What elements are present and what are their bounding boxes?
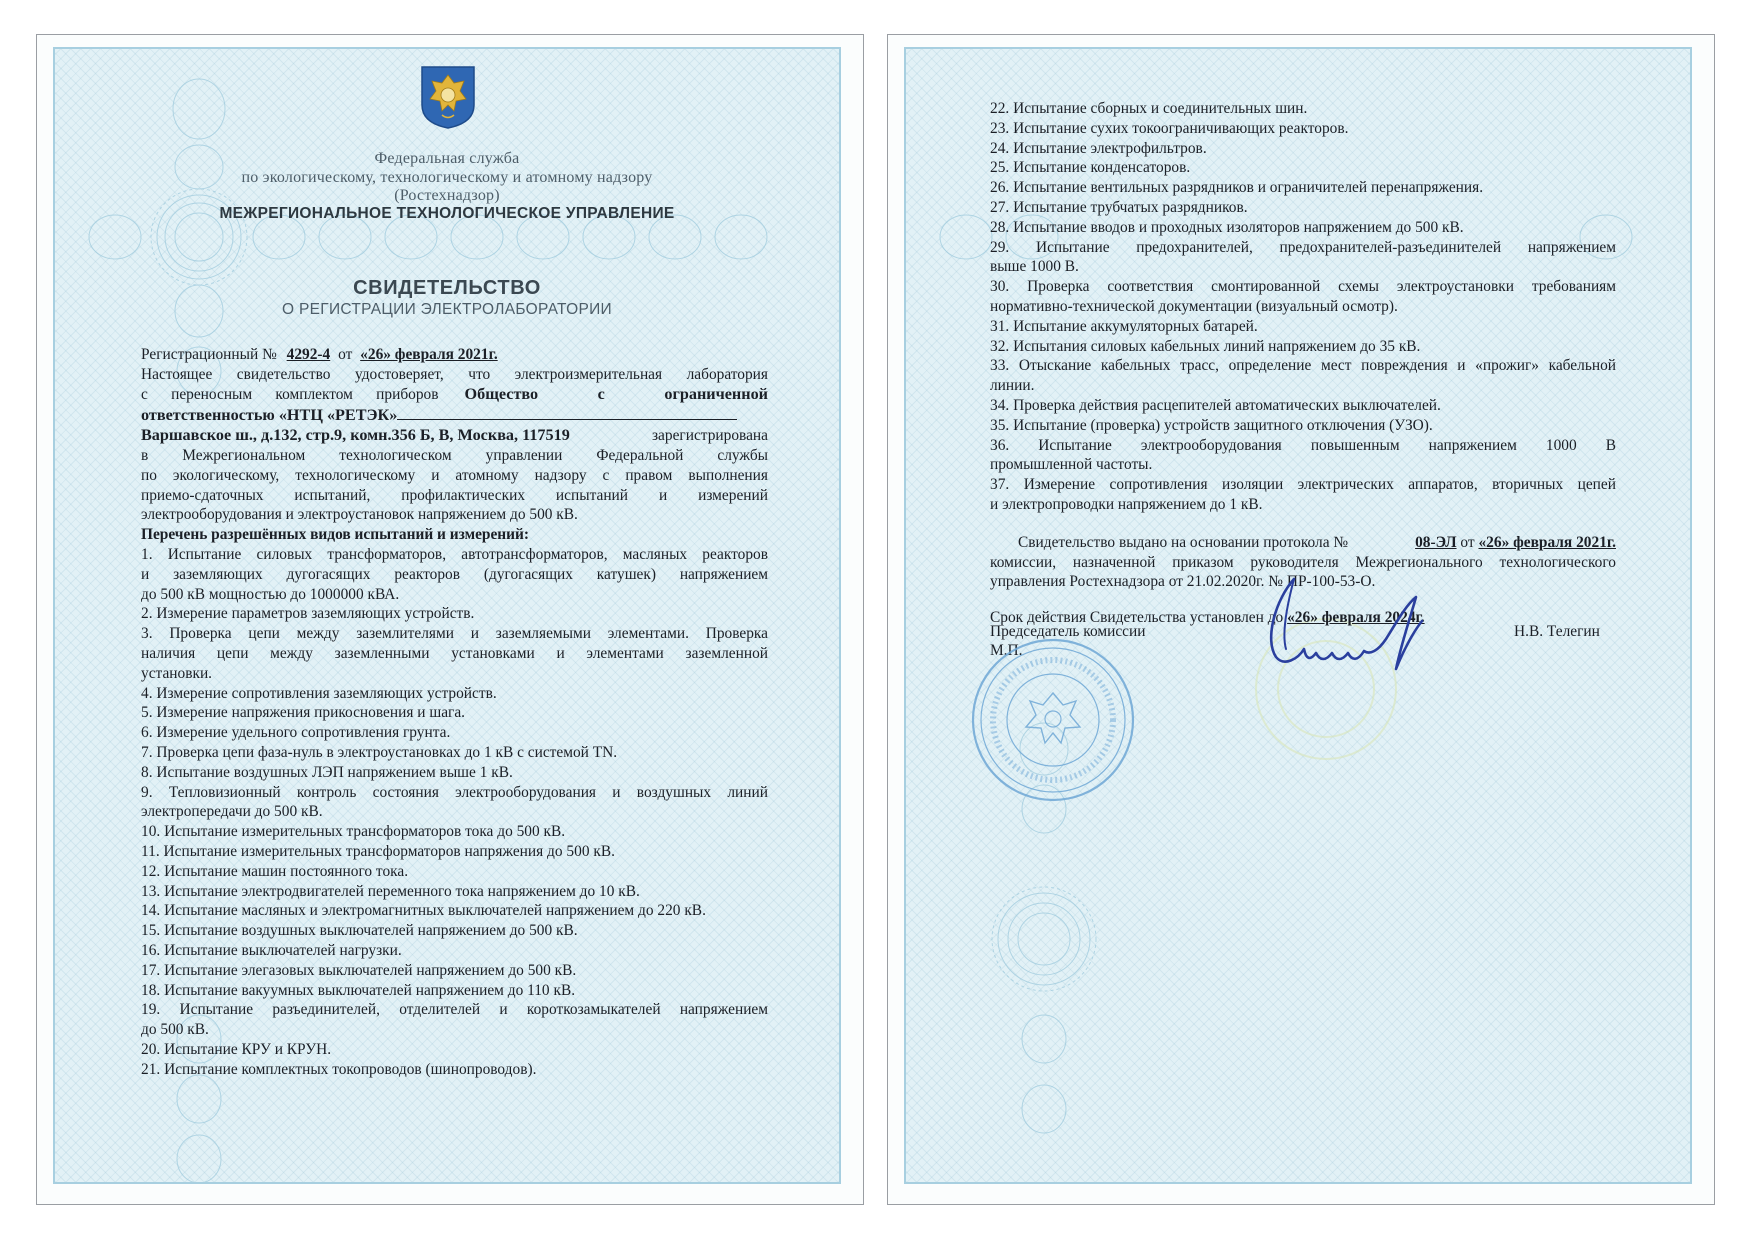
agency-line-3: (Ростехнадзор) bbox=[394, 187, 500, 204]
blank-fill-line bbox=[397, 404, 737, 420]
basis-line-3: управления Ростехнадзора от 21.02.2020г. № ПР-100-53-О. bbox=[990, 573, 1376, 591]
document-subtitle: О РЕГИСТРАЦИИ ЭЛЕКТРОЛАБОРАТОРИИ bbox=[282, 301, 612, 318]
test-item-line: 12. Испытание машин постоянного тока. bbox=[141, 862, 409, 880]
test-item-line: 6. Измерение удельного сопротивления грунта. bbox=[141, 724, 451, 742]
test-item-line: 24. Испытание электрофильтров. bbox=[990, 139, 1207, 157]
test-item-line: 32. Испытания силовых кабельных линий напряжением до 35 кВ. bbox=[990, 337, 1421, 355]
registration-line bbox=[141, 345, 768, 365]
test-item-line: 22. Испытание сборных и соединительных шин. bbox=[990, 100, 1308, 117]
test-item-line: 2. Измерение параметров заземляющих устройств. bbox=[141, 605, 475, 623]
org-address: Варшавское ш., д.132, стр.9, комн.356 Б, В, Москва, 117519 bbox=[141, 426, 570, 445]
intro-line-2 bbox=[141, 385, 768, 405]
test-item-line: 27. Испытание трубчатых разрядников. bbox=[990, 198, 1248, 216]
org-name-part1: Общество с ограниченной bbox=[464, 384, 768, 403]
body-line-1: в Межрегиональном технологическом управлении Федеральной службы bbox=[141, 446, 768, 464]
test-item-line: выше 1000 В. bbox=[990, 258, 1079, 276]
test-item-line: 25. Испытание конденсаторов. bbox=[990, 159, 1191, 177]
certificate-body-continued bbox=[990, 99, 1616, 628]
test-item-line: 28. Испытание вводов и проходных изоляторов напряжением до 500 кВ. bbox=[990, 218, 1464, 236]
document-title: СВИДЕТЕЛЬСТВО bbox=[353, 277, 541, 299]
org-name-line bbox=[141, 404, 768, 426]
test-item-line: 13. Испытание электродвигателей переменного тока напряжением до 10 кВ. bbox=[141, 882, 640, 900]
test-item-line: 1. Испытание силовых трансформаторов, автотрансформаторов, масляных реакторов bbox=[141, 545, 768, 563]
basis-line-1 bbox=[990, 533, 1616, 553]
test-item-line: электропередачи до 500 кВ. bbox=[141, 803, 323, 821]
test-item-line: 8. Испытание воздушных ЛЭП напряжением выше 1 кВ. bbox=[141, 763, 513, 781]
protocol-date: «26» февраля 2021г. bbox=[1478, 533, 1616, 551]
test-item-line: наличия цепи между заземленными установками и элементами заземленной bbox=[141, 644, 768, 662]
test-item-line: и заземляющих дугогасящих реакторов (дугогасящих катушек) напряжением bbox=[141, 565, 768, 583]
certificate-page-2 bbox=[887, 34, 1715, 1205]
test-item-line: 14. Испытание масляных и электромагнитных выключателей напряжением до 220 кВ. bbox=[141, 902, 706, 920]
reg-number: 4292-4 bbox=[286, 346, 331, 363]
chair-name: Н.В. Телегин bbox=[1514, 623, 1600, 640]
list-heading: Перечень разрешённых видов испытаний и измерений: bbox=[141, 526, 530, 544]
chairman-signature bbox=[1246, 569, 1466, 689]
test-item-line: 15. Испытание воздушных выключателей напряжением до 500 кВ. bbox=[141, 922, 578, 940]
test-item-line: и электропроводки напряжением до 1 кВ. bbox=[990, 495, 1263, 513]
protocol-number: 08-ЭЛ bbox=[1415, 533, 1457, 551]
department-name: МЕЖРЕГИОНАЛЬНОЕ ТЕХНОЛОГИЧЕСКОЕ УПРАВЛЕНИЕ bbox=[219, 205, 675, 222]
test-item-line: 9. Тепловизионный контроль состояния электрооборудования и воздушных линий bbox=[141, 783, 768, 801]
test-item-line: 36. Испытание электрооборудования повышенным напряжением 1000 В bbox=[990, 436, 1616, 454]
security-paper bbox=[904, 47, 1692, 1184]
address-line bbox=[141, 426, 768, 446]
test-item-line: 30. Проверка соответствия смонтированной схемы электроустановки требованиям bbox=[990, 278, 1616, 296]
test-item-line: 33. Отыскание кабельных трасс, определение мест повреждения и «прожиг» кабельной bbox=[990, 357, 1616, 375]
body-line-4: электрооборудования и электроустановок напряжением до 500 кВ. bbox=[141, 506, 578, 524]
validity-text: Срок действия Свидетельства установлен до bbox=[990, 609, 1284, 627]
test-item-line: 26. Испытание вентильных разрядников и ограничителей перенапряжения. bbox=[990, 179, 1484, 197]
org-name-part2: ответственностью «НТЦ «РЕТЭК» bbox=[141, 406, 398, 425]
test-item-line: промышленной частоты. bbox=[990, 456, 1153, 474]
test-item-line: 21. Испытание комплектных токопроводов (шинопроводов). bbox=[141, 1060, 537, 1078]
test-item-line: 34. Проверка действия расцепителей автоматических выключателей. bbox=[990, 396, 1441, 414]
test-item-line: 4. Измерение сопротивления заземляющих устройств. bbox=[141, 684, 497, 702]
test-item-line: до 500 кВ. bbox=[141, 1021, 209, 1039]
reg-label: Регистрационный № bbox=[141, 346, 277, 363]
test-item-line: 3. Проверка цепи между заземлителями и заземляемыми элементами. Проверка bbox=[141, 625, 768, 643]
basis-from: от bbox=[1460, 533, 1475, 551]
page-content bbox=[55, 49, 839, 1182]
page-content bbox=[906, 49, 1690, 1182]
intro-line-1: Настоящее свидетельство удостоверяет, что электроизмерительная лаборатория bbox=[141, 365, 768, 383]
test-item-line: 31. Испытание аккумуляторных батарей. bbox=[990, 317, 1258, 335]
reg-from: от bbox=[338, 346, 353, 363]
official-stamp bbox=[968, 635, 1138, 805]
test-item-line: 11. Испытание измерительных трансформаторов напряжения до 500 кВ. bbox=[141, 842, 615, 860]
body-line-2: по экологическому, технологическому и атомному надзору с правом выполнения bbox=[141, 466, 768, 484]
agency-line-2: по экологическому, технологическому и атомному надзору bbox=[241, 169, 653, 186]
test-item-line: линии. bbox=[990, 377, 1035, 395]
test-item-line: 18. Испытание вакуумных выключателей напряжением до 110 кВ. bbox=[141, 981, 576, 999]
test-item-line: 29. Испытание предохранителей, предохранителей-разъединителей напряжением bbox=[990, 238, 1616, 256]
body-line-3: приемо-сдаточных испытаний, профилактических испытаний и измерений bbox=[141, 486, 768, 504]
test-item-line: 10. Испытание измерительных трансформаторов тока до 500 кВ. bbox=[141, 823, 566, 841]
certificate-page-1 bbox=[36, 34, 864, 1205]
test-item-line: 16. Испытание выключателей нагрузки. bbox=[141, 941, 402, 959]
intro-text: с переносным комплектом приборов bbox=[141, 385, 439, 403]
test-item-line: 7. Проверка цепи фаза-нуль в электроустановках до 1 кВ с системой TN. bbox=[141, 743, 618, 761]
test-item-line: 37. Измерение сопротивления изоляции электрических аппаратов, вторичных цепей bbox=[990, 476, 1616, 494]
mp-label: М.П. bbox=[990, 642, 1023, 659]
chair-label: Председатель комиссии bbox=[990, 623, 1146, 640]
basis-line-2: комиссии, назначенной приказом руководителя Межрегионального технологического bbox=[990, 553, 1616, 571]
test-item-line: 23. Испытание сухих токоограничивающих реакторов. bbox=[990, 119, 1349, 137]
test-item-line: 17. Испытание элегазовых выключателей напряжением до 500 кВ. bbox=[141, 961, 577, 979]
tests-list-part-1 bbox=[141, 545, 768, 1080]
validity-date: «26» февраля 2024г. bbox=[1287, 609, 1425, 627]
test-item-line: 5. Измерение напряжения прикосновения и шага. bbox=[141, 704, 466, 722]
certificate-body bbox=[141, 345, 768, 1079]
test-item-line: 19. Испытание разъединителей, отделителей и короткозамыкателей напряжением bbox=[141, 1001, 768, 1019]
registered-word: зарегистрирована bbox=[651, 427, 768, 445]
tests-list-part-2 bbox=[990, 99, 1616, 515]
test-item-line: до 500 кВ мощностью до 1000000 кВА. bbox=[141, 585, 400, 603]
basis-text: Свидетельство выдано на основании протокола № bbox=[1018, 533, 1349, 551]
test-item-line: 20. Испытание КРУ и КРУН. bbox=[141, 1040, 332, 1058]
test-item-line: 35. Испытание (проверка) устройств защитного отключения (УЗО). bbox=[990, 416, 1433, 434]
security-paper bbox=[53, 47, 841, 1184]
reg-date: «26» февраля 2021г. bbox=[360, 346, 498, 363]
test-item-line: установки. bbox=[141, 664, 213, 682]
test-item-line: нормативно-технической документации (визуальный осмотр). bbox=[990, 297, 1398, 315]
agency-line-1: Федеральная служба bbox=[374, 150, 520, 167]
rostekhnadzor-emblem-icon bbox=[420, 65, 476, 129]
